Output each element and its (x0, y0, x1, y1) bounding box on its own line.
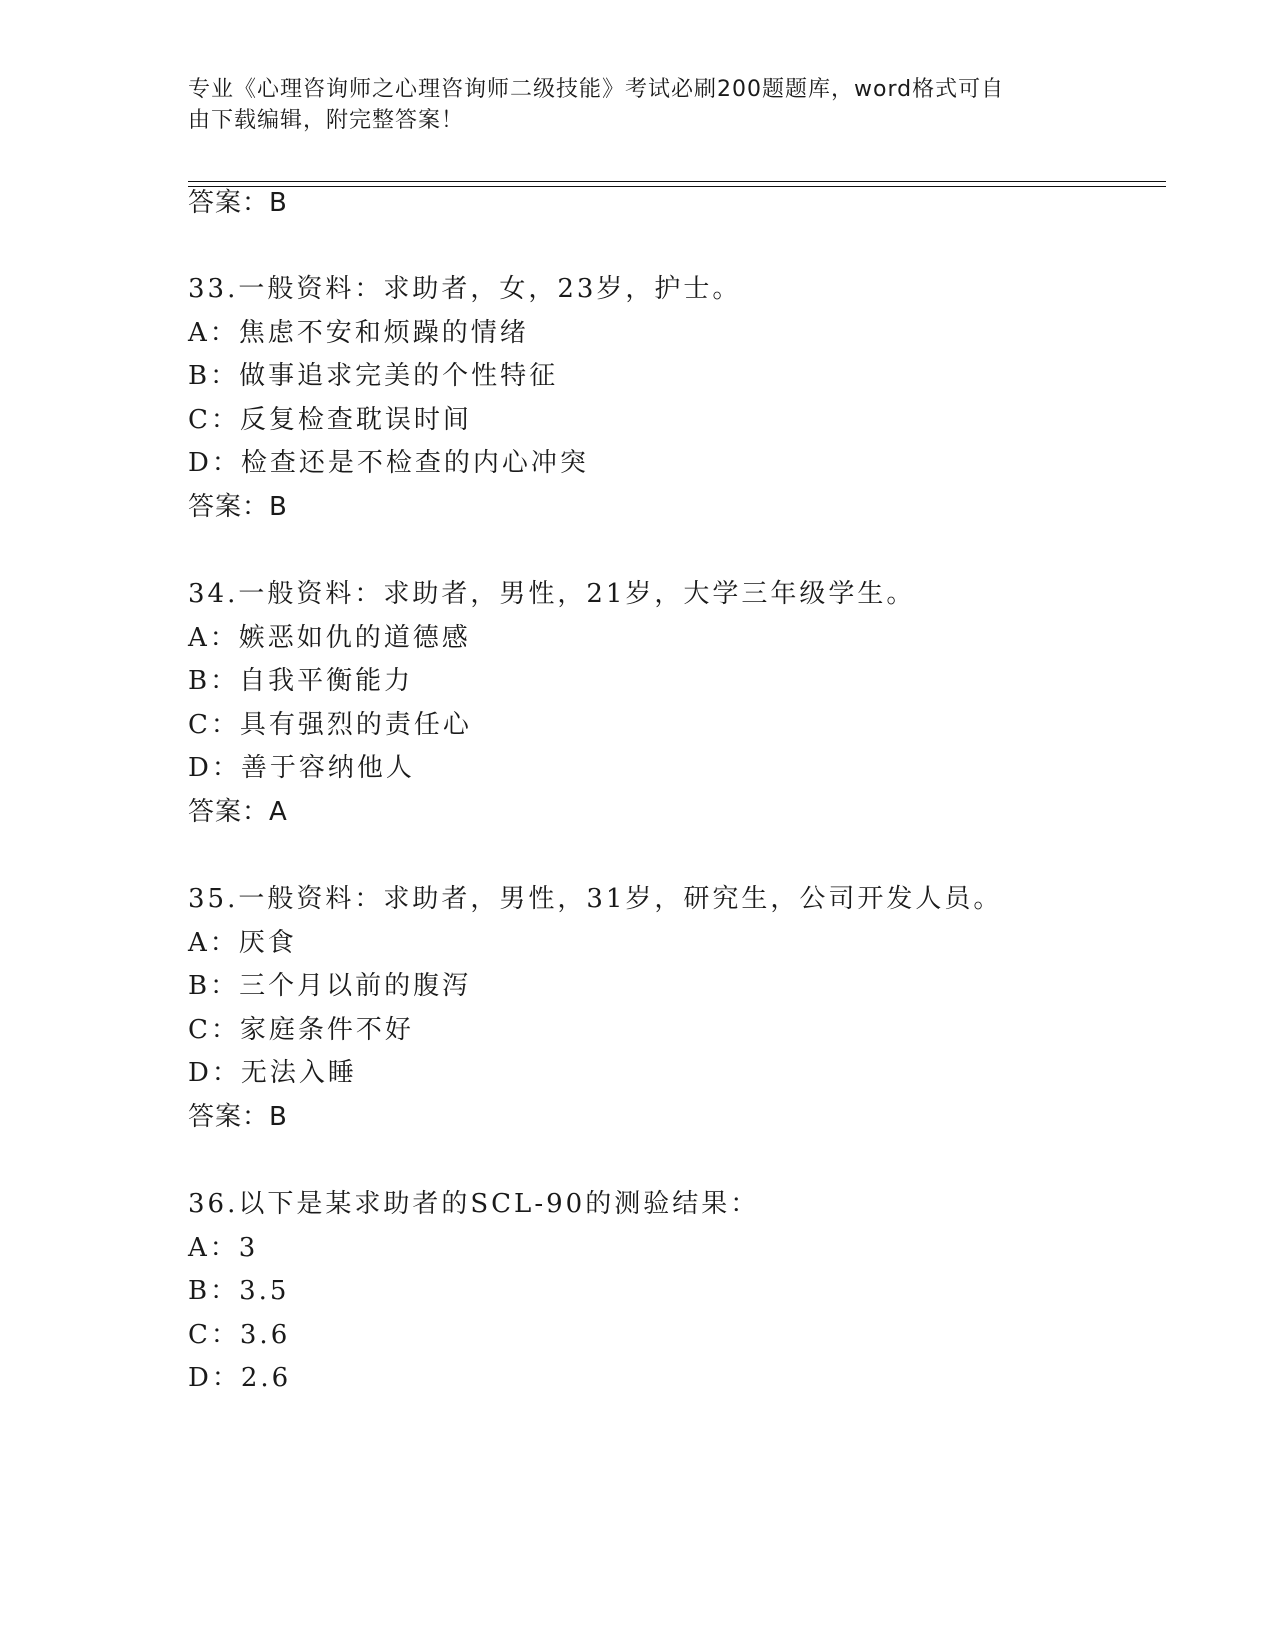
option-a: A：厌食 (188, 928, 297, 958)
question-stem: 36.以下是某求助者的SCL-90的测验结果： (188, 1189, 760, 1219)
option-b: B：三个月以前的腹泻 (188, 971, 472, 1001)
answer-label: 答案：B (188, 492, 288, 522)
answer-label: 答案：A (188, 797, 288, 827)
question-stem: 34.一般资料：求助者，男性，21岁，大学三年级学生。 (188, 579, 916, 609)
answer-label: 答案：B (188, 188, 288, 218)
option-b: B：做事追求完美的个性特征 (188, 361, 559, 391)
header-line-1: 专业《心理咨询师之心理咨询师二级技能》考试必刷200题题库，word格式可自 (188, 77, 1005, 102)
option-a: A：嫉恶如仇的道德感 (188, 623, 471, 653)
document-header (188, 74, 1068, 136)
header-divider-top (188, 181, 1166, 182)
option-d: D：2.6 (188, 1363, 292, 1393)
option-b: B：3.5 (188, 1276, 290, 1306)
answer-label: 答案：B (188, 1102, 288, 1132)
option-d: D：检查还是不检查的内心冲突 (188, 448, 589, 478)
question-stem: 33.一般资料：求助者，女，23岁，护士。 (188, 274, 742, 304)
option-a: A：焦虑不安和烦躁的情绪 (188, 318, 529, 348)
option-b: B：自我平衡能力 (188, 666, 414, 696)
header-line-2: 由下载编辑，附完整答案！ (188, 108, 465, 133)
option-d: D：善于容纳他人 (188, 753, 415, 783)
option-a: A：3 (188, 1233, 259, 1263)
option-d: D：无法入睡 (188, 1058, 357, 1088)
header-divider-bottom (188, 186, 1166, 187)
option-c: C：家庭条件不好 (188, 1015, 414, 1045)
option-c: C：反复检查耽误时间 (188, 405, 472, 435)
question-stem: 35.一般资料：求助者，男性，31岁，研究生，公司开发人员。 (188, 884, 1003, 914)
option-c: C：3.6 (188, 1320, 291, 1350)
option-c: C：具有强烈的责任心 (188, 710, 472, 740)
